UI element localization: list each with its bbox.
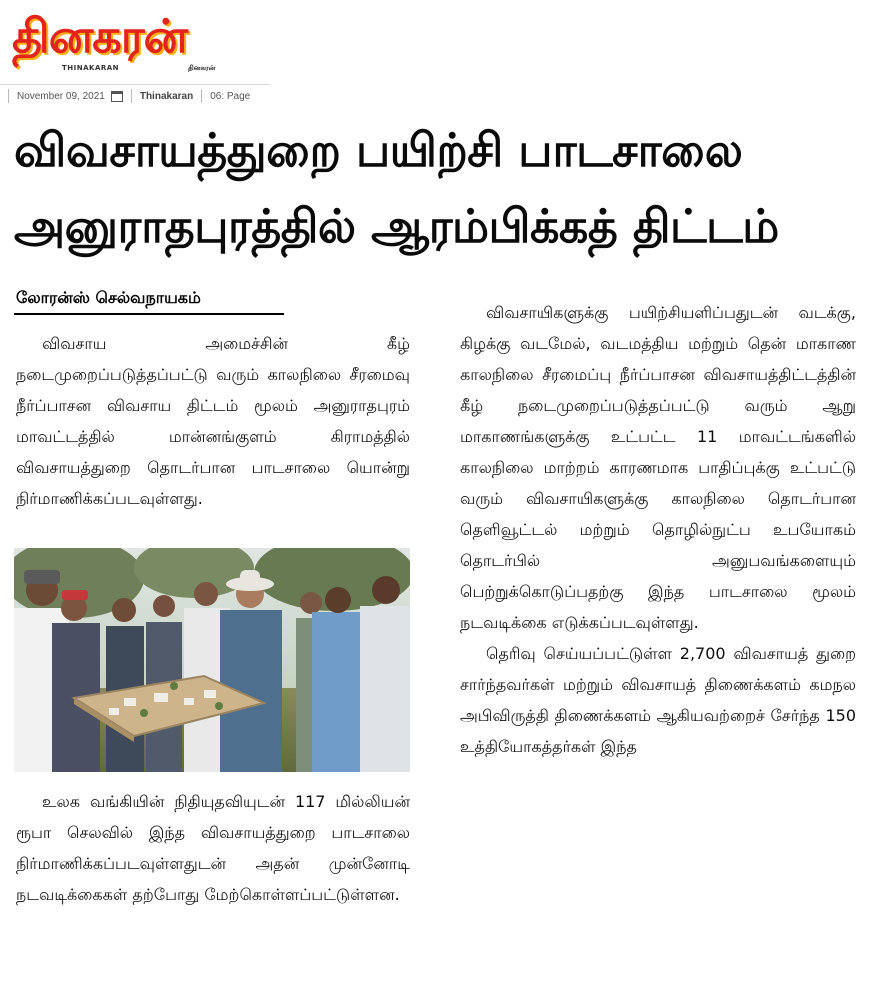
article-column-left-top <box>16 328 410 514</box>
publication-date: November 09, 2021 <box>17 90 105 102</box>
meta-divider <box>131 89 132 103</box>
article-column-right <box>460 297 856 762</box>
meta-bar <box>0 84 270 107</box>
article-paragraph: உலக வங்கியின் நிதியுதவியுடன் 117 மில்லியன் ரூபா செலவில் இந்த விவசாயத்துறை பாடசாலை நிர்மாணிக்கப்படவுள்ளதுடன் அதன் முன்னோடி நடவடிக்கைகள் தற்போது மேற்கொள்ளப்பட்டுள்ளன. <box>16 792 410 904</box>
masthead <box>8 6 288 80</box>
page-number: 06: Page <box>210 90 251 102</box>
article-paragraph: விவசாயிகளுக்கு பயிற்சியளிப்பதுடன் வடக்கு, கிழக்கு வடமேல், வடமத்திய மற்றும் தென் மாகாண காலநிலை சீரமைப்பு நீர்ப்பாசன விவசாயத்திட்டத்தின் கீழ் நடைமுறைப்படுத்தப்பட்டு வரும் ஆறு மாகாணங்களுக்கு உட்பட்ட 11 மாவட்டங்களில் காலநிலை மாற்றம் காரணமாக பாதிப்புக்கு உட்பட்டு வரும் விவசாயிகளுக்கு காலநிலை தொடர்பான தெளிவூட்டல் மற்றும் தொழில்நுட்ப உபயோகம் தொடர்பில் அனுபவங்களையும் பெற்றுக்கொடுப்பதற்கு இந்த பாடசாலை மூலம் நடவடிக்கை எடுக்கப்படவுள்ளது. <box>460 303 856 632</box>
calendar-icon <box>111 91 123 102</box>
logo-subtitle-english: THINAKARAN <box>62 64 120 72</box>
logo-subtitle-tamil: தினகரன் <box>188 64 216 72</box>
meta-divider <box>201 89 202 103</box>
headline-line-2: அனுராதபுரத்தில் ஆரம்பிக்கத் திட்டம் <box>14 199 779 253</box>
publication-name: Thinakaran <box>139 90 194 102</box>
headline <box>14 112 864 264</box>
newspaper-logo: தினகரன் <box>12 9 188 63</box>
article-paragraph: தெரிவு செய்யப்பட்டுள்ள 2,700 விவசாயத் துறை சார்ந்தவர்கள் மற்றும் விவசாயத் திணைக்களம் கமநல அபிவிருத்தி திணைக்களம் ஆகியவற்றைச் சேர்ந்த 150 உத்தியோகத்தர்கள் இந்த <box>460 644 856 756</box>
article-column-left-bottom <box>16 786 410 910</box>
meta-divider <box>8 89 9 103</box>
headline-line-1: விவசாயத்துறை பயிற்சி பாடசாலை <box>14 123 743 177</box>
byline-underline <box>14 313 284 315</box>
byline: லோரன்ஸ் செல்வநாயகம் <box>16 288 201 307</box>
article-paragraph: விவசாய அமைச்சின் கீழ் நடைமுறைப்படுத்தப்பட்டு வரும் காலநிலை சீரமைவு நீர்ப்பாசன விவசாய திட்டம் மூலம் அனுராதபுரம் மாவட்டத்தில் மான்னங்குளம் கிராமத்தில் விவசாயத்துறை தொடர்பான பாடசாலை யொன்று நிர்மாணிக்கப்படவுள்ளது. <box>16 334 410 508</box>
article-photo <box>14 548 410 772</box>
